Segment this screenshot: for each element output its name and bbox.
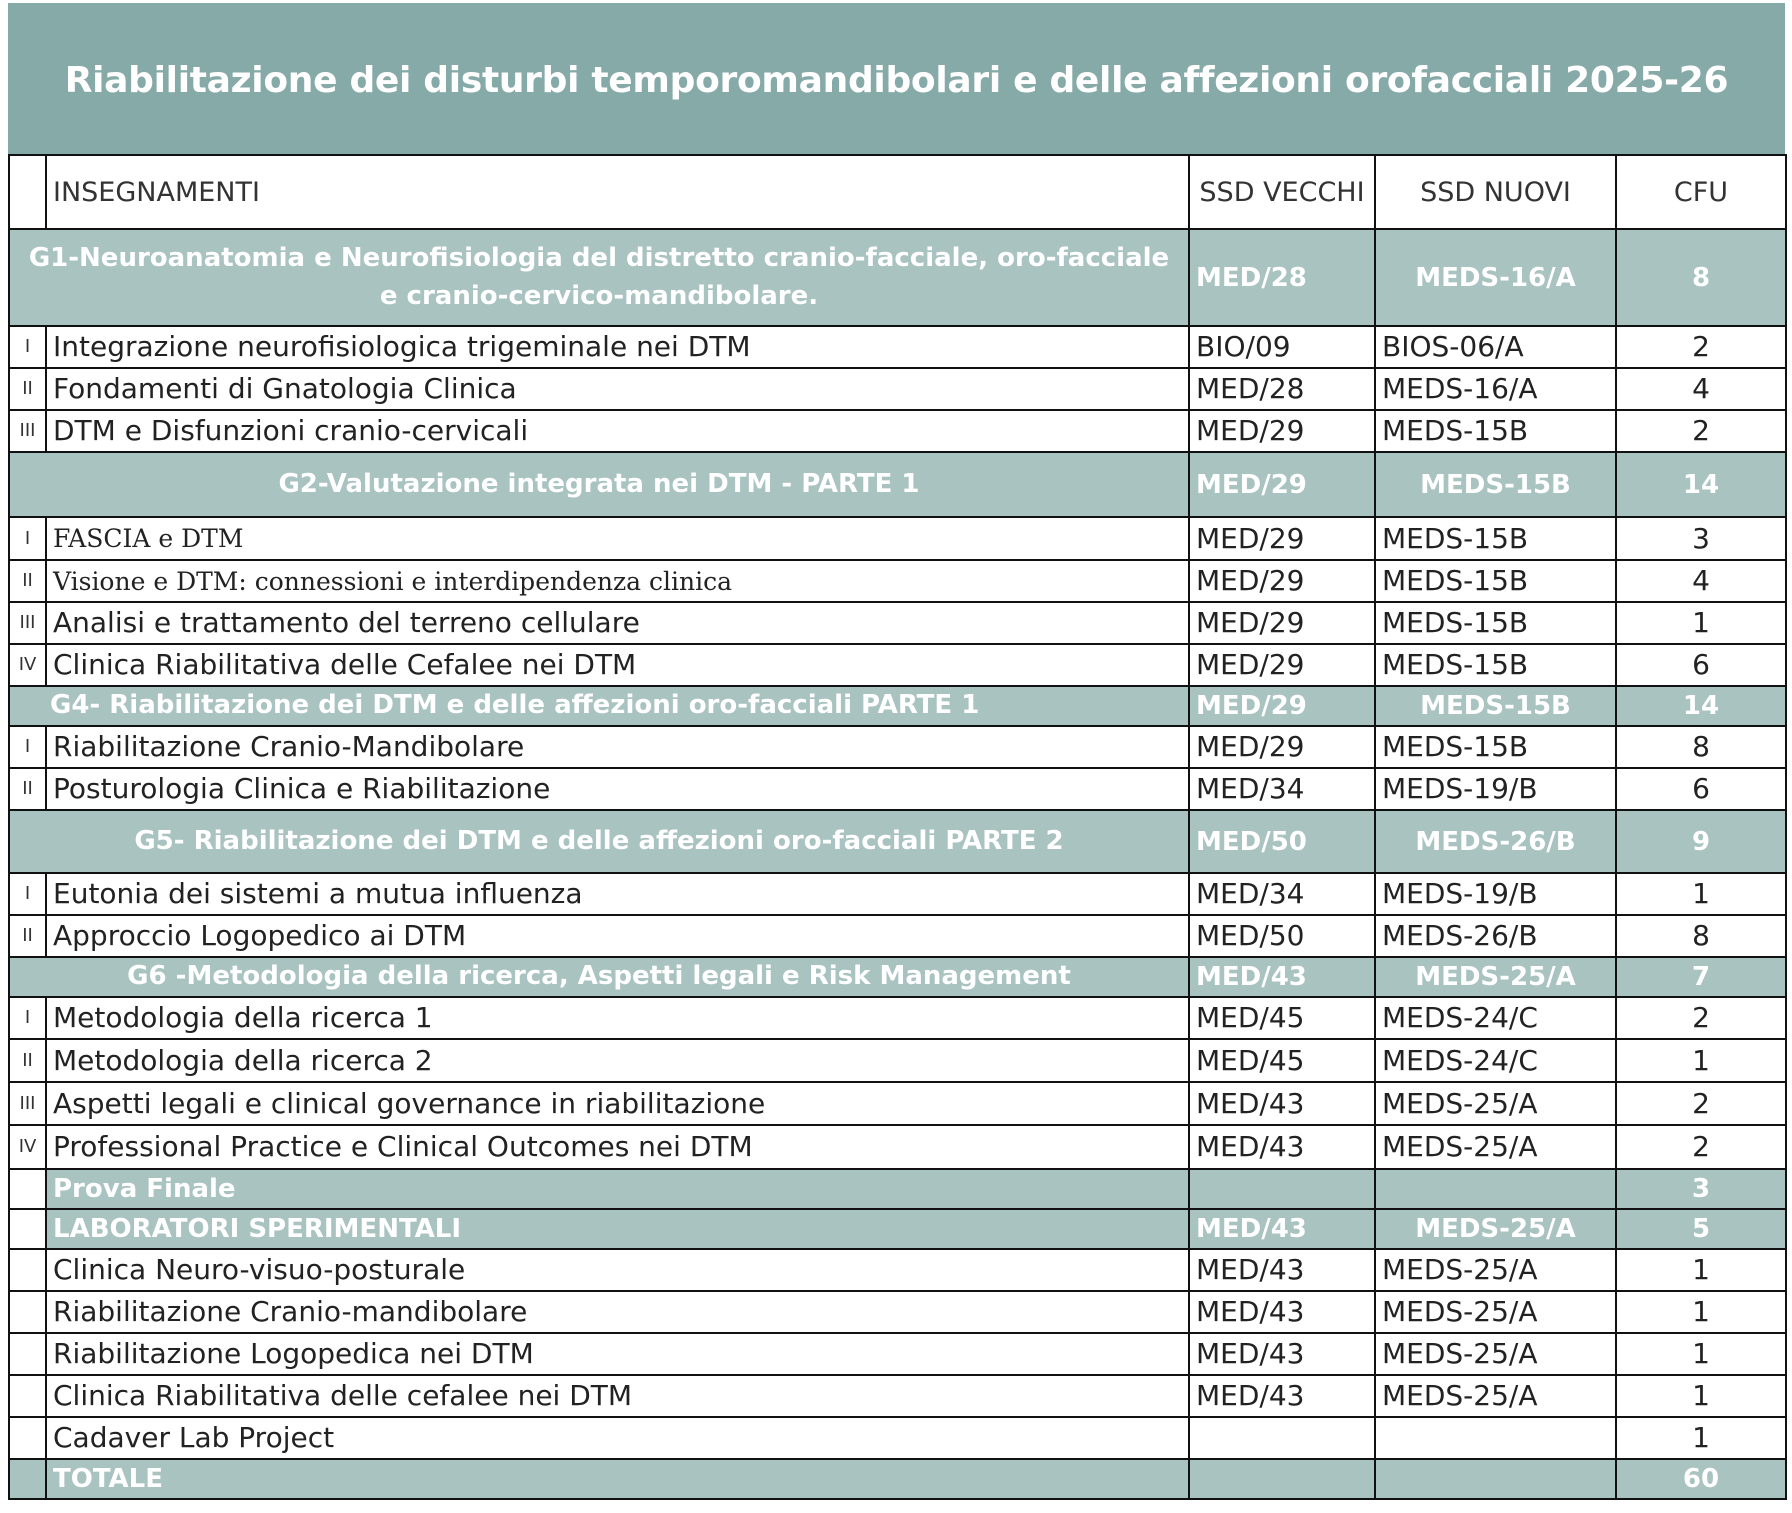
group-ssd-new: MEDS-25/A [1375,1209,1616,1249]
course-name: FASCIA e DTM [46,517,1189,560]
course-name: Cadaver Lab Project [46,1417,1189,1459]
group-name: G2-Valutazione integrata nei DTM - PARTE 1 [9,452,1189,517]
totale-row [9,1459,1786,1499]
ssd-old: MED/45 [1189,997,1375,1039]
lab-row [9,1291,1786,1333]
cfu: 3 [1616,517,1786,560]
ssd-new: MEDS-15B [1375,726,1616,768]
group-ssd-old: MED/28 [1189,229,1375,326]
ssd-new: MEDS-15B [1375,410,1616,452]
course-row [9,326,1786,368]
course-row [9,560,1786,602]
row-number: IV [9,1125,46,1169]
course-name: Clinica Neuro-visuo-posturale [46,1249,1189,1291]
group-cfu: 14 [1616,686,1786,726]
document-title: Riabilitazione dei disturbi temporomandibolari e delle affezioni orofacciali 2025-26 [8,3,1785,154]
group-ssd-old: MED/43 [1189,1209,1375,1249]
group-ssd-old: MED/43 [1189,957,1375,997]
group-ssd-old: MED/50 [1189,810,1375,873]
group-name: G1-Neuroanatomia e Neurofisiologia del distretto cranio-facciale, oro-facciale e cranio-cervico-mandibolare. [9,229,1189,326]
row-number: I [9,326,46,368]
row-number: III [9,1082,46,1125]
course-name: Aspetti legali e clinical governance in riabilitazione [46,1082,1189,1125]
course-name: Riabilitazione Cranio-Mandibolare [46,726,1189,768]
ssd-old: MED/29 [1189,517,1375,560]
row-number [9,1209,46,1249]
course-name: Professional Practice e Clinical Outcomes nei DTM [46,1125,1189,1169]
ssd-new: MEDS-25/A [1375,1333,1616,1375]
course-row [9,1082,1786,1125]
ssd-old: MED/43 [1189,1125,1375,1169]
header-ssd-vecchi: SSD VECCHI [1189,155,1375,229]
course-name: Clinica Riabilitativa delle cefalee nei DTM [46,1375,1189,1417]
course-name: Eutonia dei sistemi a mutua influenza [46,873,1189,915]
ssd-old: MED/50 [1189,915,1375,957]
ssd-old: MED/43 [1189,1291,1375,1333]
ssd-new: MEDS-16/A [1375,368,1616,410]
prova-finale-ssd-new [1375,1169,1616,1209]
group-ssd-new: MEDS-26/B [1375,810,1616,873]
group-name: G5- Riabilitazione dei DTM e delle affezioni oro-facciali PARTE 2 [9,810,1189,873]
course-row [9,726,1786,768]
cfu: 2 [1616,997,1786,1039]
lab-row [9,1333,1786,1375]
row-number [9,1459,46,1499]
ssd-old: MED/29 [1189,602,1375,644]
group-ssd-new: MEDS-25/A [1375,957,1616,997]
course-name: Visione e DTM: connessioni e interdipendenza clinica [46,560,1189,602]
group-row-g5 [9,810,1786,873]
cfu: 8 [1616,915,1786,957]
course-row [9,768,1786,810]
group-ssd-new: MEDS-15B [1375,686,1616,726]
ssd-old: MED/28 [1189,368,1375,410]
ssd-new: MEDS-19/B [1375,768,1616,810]
laboratori-row [9,1209,1786,1249]
course-row [9,1039,1786,1082]
header-row [9,155,1786,229]
ssd-old: MED/29 [1189,410,1375,452]
ssd-new [1375,1417,1616,1459]
ssd-new: MEDS-26/B [1375,915,1616,957]
ssd-new: MEDS-25/A [1375,1082,1616,1125]
row-number: I [9,517,46,560]
group-name: LABORATORI SPERIMENTALI [46,1209,1189,1249]
row-number: II [9,560,46,602]
row-number: I [9,726,46,768]
course-row [9,368,1786,410]
ssd-new: MEDS-24/C [1375,1039,1616,1082]
course-row [9,602,1786,644]
course-row [9,644,1786,686]
cfu: 4 [1616,560,1786,602]
course-row [9,997,1786,1039]
course-name: Riabilitazione Cranio-mandibolare [46,1291,1189,1333]
group-cfu: 9 [1616,810,1786,873]
row-number: II [9,368,46,410]
ssd-new: MEDS-25/A [1375,1375,1616,1417]
course-name: Metodologia della ricerca 2 [46,1039,1189,1082]
ssd-new: MEDS-25/A [1375,1125,1616,1169]
header-cfu: CFU [1616,155,1786,229]
group-ssd-old: MED/29 [1189,452,1375,517]
ssd-old: MED/43 [1189,1082,1375,1125]
group-name: G4- Riabilitazione dei DTM e delle affezioni oro-facciali PARTE 1 [9,686,1189,726]
group-cfu: 14 [1616,452,1786,517]
ssd-new: BIOS-06/A [1375,326,1616,368]
ssd-old: MED/29 [1189,560,1375,602]
group-row-g2 [9,452,1786,517]
ssd-old: MED/29 [1189,644,1375,686]
row-number: II [9,1039,46,1082]
cfu: 1 [1616,602,1786,644]
cfu: 8 [1616,726,1786,768]
course-row [9,873,1786,915]
row-number: IV [9,644,46,686]
row-number [9,1417,46,1459]
cfu: 2 [1616,326,1786,368]
row-number: III [9,602,46,644]
curriculum-table [8,154,1787,1500]
course-row [9,410,1786,452]
header-insegnamenti: INSEGNAMENTI [46,155,1189,229]
prova-finale-label: Prova Finale [46,1169,1189,1209]
row-number: II [9,768,46,810]
ssd-new: MEDS-19/B [1375,873,1616,915]
row-number: I [9,997,46,1039]
prova-finale-row [9,1169,1786,1209]
ssd-old: MED/34 [1189,873,1375,915]
course-name: Fondamenti di Gnatologia Clinica [46,368,1189,410]
totale-ssd-old [1189,1459,1375,1499]
row-number [9,1375,46,1417]
lab-row [9,1417,1786,1459]
ssd-old: MED/45 [1189,1039,1375,1082]
row-number: II [9,915,46,957]
ssd-old: MED/29 [1189,726,1375,768]
course-name: Integrazione neurofisiologica trigeminale nei DTM [46,326,1189,368]
cfu: 1 [1616,1291,1786,1333]
ssd-new: MEDS-24/C [1375,997,1616,1039]
group-ssd-new: MEDS-16/A [1375,229,1616,326]
ssd-new: MEDS-25/A [1375,1249,1616,1291]
group-ssd-old: MED/29 [1189,686,1375,726]
row-number [9,1249,46,1291]
group-cfu: 8 [1616,229,1786,326]
course-row [9,915,1786,957]
cfu: 2 [1616,1082,1786,1125]
cfu: 1 [1616,1333,1786,1375]
ssd-old: MED/43 [1189,1249,1375,1291]
group-ssd-new: MEDS-15B [1375,452,1616,517]
ssd-new: MEDS-15B [1375,560,1616,602]
ssd-old [1189,1417,1375,1459]
group-name: G6 -Metodologia della ricerca, Aspetti legali e Risk Management [9,957,1189,997]
cfu: 4 [1616,368,1786,410]
cfu: 1 [1616,1039,1786,1082]
totale-label: TOTALE [46,1459,1189,1499]
ssd-new: MEDS-15B [1375,644,1616,686]
group-row-g4 [9,686,1786,726]
prova-finale-cfu: 3 [1616,1169,1786,1209]
ssd-new: MEDS-15B [1375,517,1616,560]
totale-ssd-new [1375,1459,1616,1499]
cfu: 1 [1616,873,1786,915]
course-name: Clinica Riabilitativa delle Cefalee nei DTM [46,644,1189,686]
group-cfu: 7 [1616,957,1786,997]
header-ssd-nuovi: SSD NUOVI [1375,155,1616,229]
cfu: 1 [1616,1375,1786,1417]
cfu: 6 [1616,644,1786,686]
ssd-old: MED/43 [1189,1375,1375,1417]
course-row [9,1125,1786,1169]
header-num-cell [9,155,46,229]
course-name: Posturologia Clinica e Riabilitazione [46,768,1189,810]
document [8,3,1785,1500]
prova-finale-ssd-old [1189,1169,1375,1209]
course-name: Approccio Logopedico ai DTM [46,915,1189,957]
cfu: 6 [1616,768,1786,810]
group-row-g6 [9,957,1786,997]
cfu: 2 [1616,1125,1786,1169]
row-number: III [9,410,46,452]
lab-row [9,1375,1786,1417]
group-cfu: 5 [1616,1209,1786,1249]
ssd-old: MED/43 [1189,1333,1375,1375]
course-row [9,517,1786,560]
course-name: DTM e Disfunzioni cranio-cervicali [46,410,1189,452]
ssd-old: BIO/09 [1189,326,1375,368]
group-row-g1 [9,229,1786,326]
cfu: 1 [1616,1417,1786,1459]
row-number [9,1291,46,1333]
cfu: 2 [1616,410,1786,452]
ssd-new: MEDS-25/A [1375,1291,1616,1333]
row-number [9,1333,46,1375]
lab-row [9,1249,1786,1291]
row-number: I [9,873,46,915]
course-name: Riabilitazione Logopedica nei DTM [46,1333,1189,1375]
course-name: Analisi e trattamento del terreno cellulare [46,602,1189,644]
row-number [9,1169,46,1209]
totale-cfu: 60 [1616,1459,1786,1499]
ssd-new: MEDS-15B [1375,602,1616,644]
ssd-old: MED/34 [1189,768,1375,810]
course-name: Metodologia della ricerca 1 [46,997,1189,1039]
cfu: 1 [1616,1249,1786,1291]
